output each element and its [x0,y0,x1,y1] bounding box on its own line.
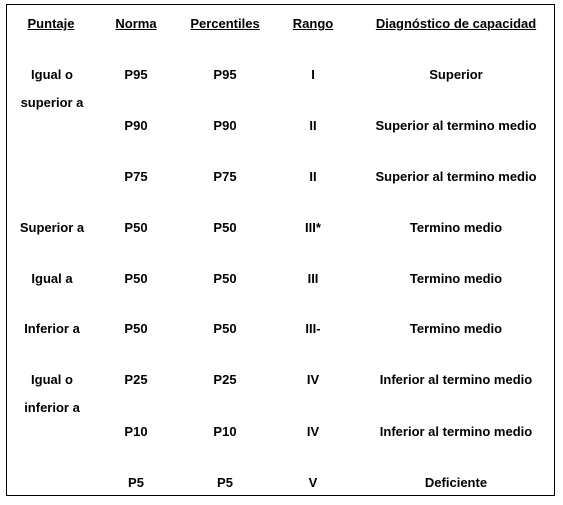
row-percentil: P90 [213,118,237,133]
row-norma: P25 [124,372,148,387]
row-diagnostico: Superior al termino medio [375,118,537,133]
row-norma: P5 [128,475,144,490]
header-rango: Rango [292,16,334,31]
row-diagnostico: Termino medio [409,321,503,336]
row-puntaje-cont: superior a [20,95,84,110]
row-percentil: P10 [213,424,237,439]
row-rango: II [309,169,317,184]
row-percentil: P50 [213,321,237,336]
row-percentil: P25 [213,372,237,387]
row-rango: IV [306,424,320,439]
row-puntaje: Igual o [31,67,73,82]
header-percentiles: Percentiles [190,16,260,31]
row-norma: P95 [124,67,148,82]
row-percentil: P75 [213,169,237,184]
row-rango: IV [306,372,320,387]
header-norma: Norma [115,16,157,31]
row-rango: I [311,67,315,82]
row-diagnostico: Superior al termino medio [375,169,537,184]
row-puntaje: Igual o [31,372,73,387]
row-rango: II [309,118,317,133]
row-diagnostico: Inferior al termino medio [379,424,533,439]
row-percentil: P50 [213,220,237,235]
row-puntaje: Igual a [31,271,73,286]
row-diagnostico: Superior [429,67,483,82]
row-norma: P10 [124,424,148,439]
row-percentil: P5 [217,475,233,490]
row-puntaje-cont: inferior a [24,400,80,415]
row-diagnostico: Termino medio [409,220,503,235]
header-puntaje: Puntaje [27,16,75,31]
row-rango: III- [305,321,321,336]
header-diagnostico: Diagnóstico de capacidad [375,16,537,31]
row-diagnostico: Inferior al termino medio [379,372,533,387]
row-norma: P50 [124,220,148,235]
row-norma: P50 [124,321,148,336]
row-norma: P75 [124,169,148,184]
row-rango: V [308,475,318,490]
row-diagnostico: Deficiente [424,475,488,490]
row-percentil: P95 [213,67,237,82]
row-puntaje: Superior a [19,220,85,235]
row-norma: P90 [124,118,148,133]
row-norma: P50 [124,271,148,286]
row-rango: III [307,271,319,286]
row-puntaje: Inferior a [24,321,80,336]
row-diagnostico: Termino medio [409,271,503,286]
row-rango: III* [305,220,321,235]
row-percentil: P50 [213,271,237,286]
